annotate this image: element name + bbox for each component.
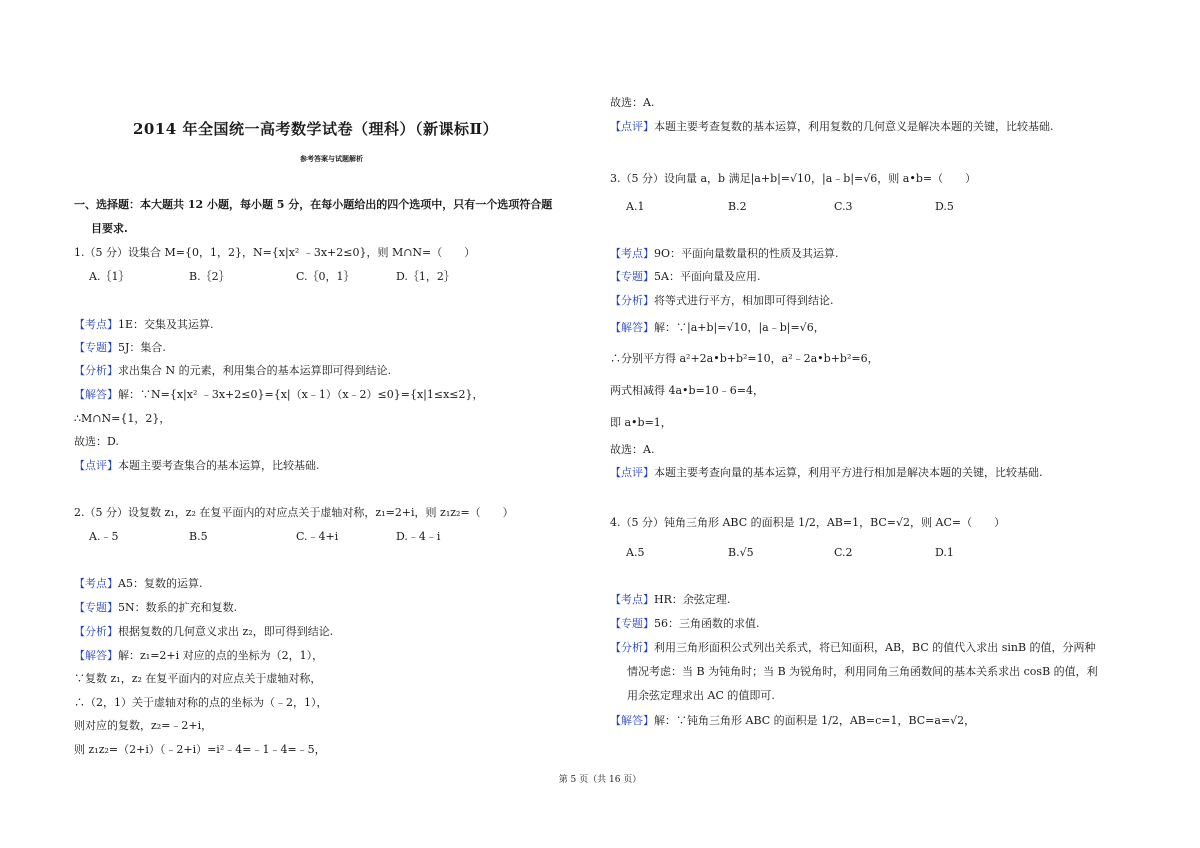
jieda-tag: 【解答】 <box>74 388 118 401</box>
section-heading-cont: 目要求. <box>91 222 128 235</box>
kaodian-tag: 【考点】 <box>610 593 654 606</box>
q2-zhuanti <box>74 601 237 615</box>
jieda-tag: 【解答】 <box>610 321 654 334</box>
q1-choose: 故选：D. <box>74 435 119 448</box>
q1-kaodian <box>74 318 214 332</box>
q2-jieda <box>74 649 323 663</box>
q1-option-a: A.｛1｝ <box>89 270 130 283</box>
dianping-tag: 【点评】 <box>74 459 118 472</box>
jieda-text: 解：∵钝角三角形 ABC 的面积是 1/2，AB=c=1，BC=a=√2， <box>654 714 976 727</box>
jieda-tag: 【解答】 <box>610 714 654 727</box>
kaodian-text: 1E：交集及其运算. <box>118 318 214 331</box>
q3-dianping <box>610 466 1043 480</box>
q2-kaodian <box>74 577 202 591</box>
q1-option-b: B.｛2｝ <box>189 270 230 283</box>
dianping-text: 本题主要考查向量的基本运算，利用平方进行相加是解决本题的关键，比较基础. <box>654 466 1043 479</box>
kaodian-text: 9O：平面向量数量积的性质及其运算. <box>654 247 839 260</box>
q1-stem: 1.（5 分）设集合 M={0，1，2}，N={x|x² ﹣3x+2≤0}，则 M∩N=（ ） <box>74 246 476 259</box>
q3-stem: 3.（5 分）设向量 a，b 满足|a+b|=√10，|a﹣b|=√6，则 a•b=（ ） <box>610 172 977 185</box>
dianping-tag: 【点评】 <box>610 120 654 133</box>
q4-fenxi <box>610 641 1096 655</box>
jieda-text: 解：z₁=2+i 对应的点的坐标为（2，1）， <box>118 649 324 662</box>
zhuanti-text: 5A：平面向量及应用. <box>654 270 761 283</box>
q2-solution-line: ∴（2，1）关于虚轴对称的点的坐标为（﹣2，1）， <box>74 696 328 709</box>
q3-jieda <box>610 321 825 335</box>
fenxi-tag: 【分析】 <box>74 625 118 638</box>
fenxi-tag: 【分析】 <box>610 294 654 307</box>
q1-fenxi <box>74 364 391 378</box>
fenxi-text: 根据复数的几何意义求出 z₂，即可得到结论. <box>118 625 334 638</box>
q3-kaodian <box>610 247 839 261</box>
kaodian-text: HR：余弦定理. <box>654 593 731 606</box>
q3-option-a: A.1 <box>626 200 645 213</box>
jieda-text: 解：∵|a+b|=√10，|a﹣b|=√6， <box>654 321 825 334</box>
q2-fenxi <box>74 625 333 639</box>
q4-option-c: C.2 <box>834 546 853 559</box>
page-title: 2014 年全国统一高考数学试卷（理科）（新课标Ⅱ） <box>133 120 499 138</box>
fenxi-text: 利用三角形面积公式列出关系式，将已知面积，AB，BC 的值代入求出 sinB 的值，分两种 <box>654 641 1096 654</box>
zhuanti-text: 5N：数系的扩充和复数. <box>118 601 238 614</box>
zhuanti-tag: 【专题】 <box>74 601 118 614</box>
kaodian-tag: 【考点】 <box>610 247 654 260</box>
q2-option-b: B.5 <box>189 530 208 543</box>
page-subtitle: 参考答案与试题解析 <box>300 154 363 163</box>
q4-fenxi-cont: 用余弦定理求出 AC 的值即可. <box>627 689 775 702</box>
page-footer: 第 5 页（共 16 页） <box>558 775 642 785</box>
q2-choose: 故选：A. <box>610 96 655 109</box>
jieda-text: 解：∵N={x|x² ﹣3x+2≤0}={x|（x﹣1）（x﹣2）≤0}={x|1≤x≤2}， <box>118 388 484 401</box>
zhuanti-text: 56：三角函数的求值. <box>654 617 760 630</box>
q3-solution-line: 两式相减得 4a•b=10﹣6=4， <box>610 384 765 397</box>
dianping-text: 本题主要考查集合的基本运算，比较基础. <box>118 459 320 472</box>
dianping-text: 本题主要考查复数的基本运算，利用复数的几何意义是解决本题的关键，比较基础. <box>654 120 1054 133</box>
q2-solution-line: 则对应的复数，z₂=﹣2+i， <box>74 719 213 732</box>
q4-stem: 4.（5 分）钝角三角形 ABC 的面积是 1/2，AB=1，BC=√2，则 AC=（ ） <box>610 516 1006 529</box>
q1-option-c: C.｛0，1｝ <box>296 270 355 283</box>
q3-solution-line: ∴分别平方得 a²+2a•b+b²=10，a²﹣2a•b+b²=6， <box>610 352 879 365</box>
fenxi-tag: 【分析】 <box>610 641 654 654</box>
q2-solution-line: ∵复数 z₁，z₂ 在复平面内的对应点关于虚轴对称， <box>74 672 322 685</box>
zhuanti-tag: 【专题】 <box>74 341 118 354</box>
q2-option-c: C.﹣4+i <box>296 530 339 543</box>
kaodian-tag: 【考点】 <box>74 577 118 590</box>
q2-option-a: A.﹣5 <box>89 530 119 543</box>
section-heading: 一、选择题：本大题共 12 小题，每小题 5 分，在每小题给出的四个选项中，只有一个选项符合题 <box>74 198 553 211</box>
q2-option-d: D.﹣4﹣i <box>396 530 441 543</box>
q1-zhuanti <box>74 341 166 355</box>
q2-dianping <box>610 120 1054 134</box>
q4-option-a: A.5 <box>626 546 645 559</box>
dianping-tag: 【点评】 <box>610 466 654 479</box>
fenxi-text: 将等式进行平方，相加即可得到结论. <box>654 294 834 307</box>
q4-fenxi-cont: 情况考虑：当 B 为钝角时；当 B 为锐角时，利用同角三角函数间的基本关系求出 cosB 的值，利 <box>627 665 1098 678</box>
kaodian-text: A5：复数的运算. <box>118 577 203 590</box>
q2-stem: 2.（5 分）设复数 z₁，z₂ 在复平面内的对应点关于虚轴对称，z₁=2+i，则 z₁z₂=（ ） <box>74 506 514 519</box>
q4-option-b: B.√5 <box>728 546 754 559</box>
q2-solution-line: 则 z₁z₂=（2+i）（﹣2+i）=i²﹣4=﹣1﹣4=﹣5， <box>74 743 326 756</box>
q3-option-b: B.2 <box>728 200 747 213</box>
q3-option-d: D.5 <box>935 200 954 213</box>
q3-option-c: C.3 <box>834 200 853 213</box>
q4-option-d: D.1 <box>935 546 954 559</box>
kaodian-tag: 【考点】 <box>74 318 118 331</box>
zhuanti-tag: 【专题】 <box>610 617 654 630</box>
q4-kaodian <box>610 593 730 607</box>
q4-jieda <box>610 714 975 728</box>
zhuanti-tag: 【专题】 <box>610 270 654 283</box>
zhuanti-text: 5J：集合. <box>118 341 166 354</box>
jieda-tag: 【解答】 <box>74 649 118 662</box>
q3-solution-line: 即 a•b=1， <box>610 416 672 429</box>
q3-fenxi <box>610 294 834 308</box>
q1-solution-line: ∴M∩N={1，2}， <box>74 412 171 425</box>
fenxi-tag: 【分析】 <box>74 364 118 377</box>
q4-zhuanti <box>610 617 760 631</box>
q1-jieda <box>74 388 484 402</box>
q3-zhuanti <box>610 270 760 284</box>
fenxi-text: 求出集合 N 的元素，利用集合的基本运算即可得到结论. <box>118 364 392 377</box>
q1-dianping <box>74 459 320 473</box>
q1-option-d: D.｛1，2｝ <box>396 270 455 283</box>
q3-choose: 故选：A. <box>610 443 655 456</box>
